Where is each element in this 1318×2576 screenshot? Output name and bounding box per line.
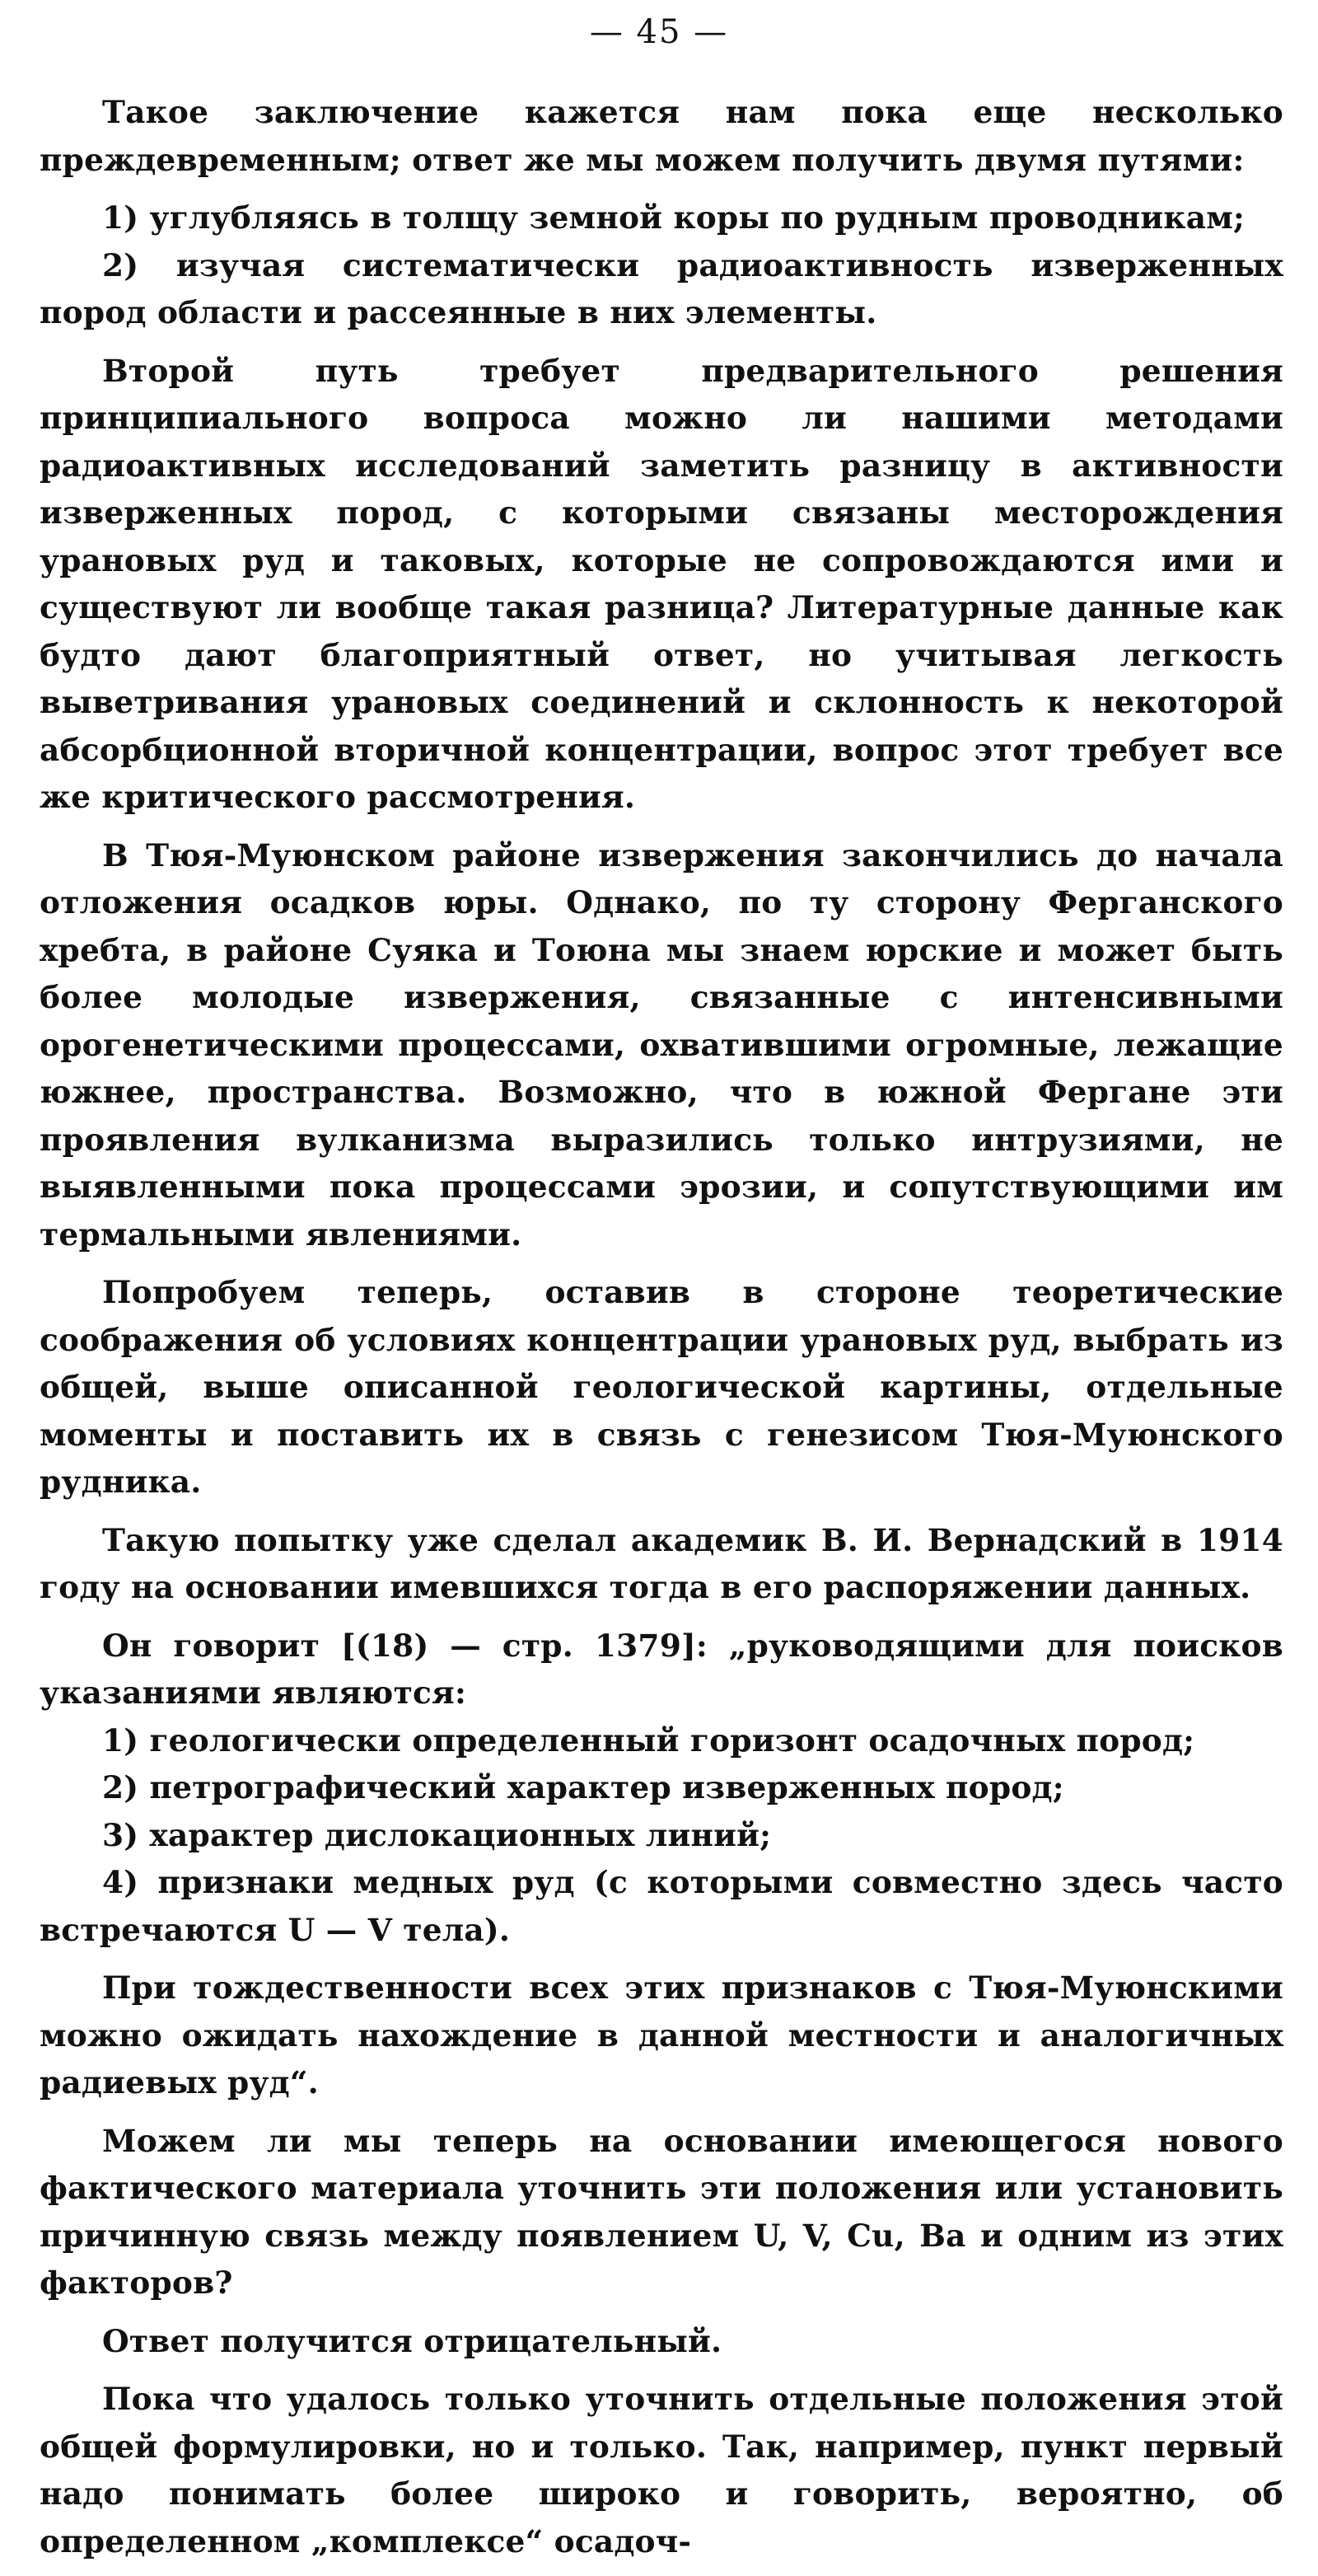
paragraph-question: Можем ли мы теперь на основании имеющегося нового фактического материала уточнить эти положения или установить причинную связь между появлением U, V, Cu, Ba и одним из этих факторов? bbox=[40, 2122, 1283, 2301]
page-number: — 45 — bbox=[589, 13, 729, 51]
paragraph-quote-conclusion: При тождественности всех этих признаков с Тюя-Муюнскими можно ожидать нахождение в данной местности и аналогичных радиевых руд“. bbox=[40, 1969, 1283, 2101]
paragraph-intro: Такое заключение кажется нам пока еще несколько преждевременным; ответ же мы можем получить двумя путями: bbox=[40, 94, 1283, 178]
list-item-path-2: 2) изучая систематически радиоактивность изверженных пород области и рассеянные в них элементы. bbox=[40, 246, 1283, 330]
paragraph-refinement: Пока что удалось только уточнить отдельные положения этой общей формулировки, но и только. Так, например, пункт первый надо понимать более широко и говорить, вероятно, об определенном „комплексе“ осадоч- bbox=[40, 2381, 1283, 2560]
list-item-indicator-4: 4) признаки медных руд (с которыми совместно здесь часто встречаются U — V тела). bbox=[40, 1864, 1283, 1948]
paragraph-tyuya-muyun-region: В Тюя-Муюнском районе извержения закончились до начала отложения осадков юры. Однако, по ту сторону Ферганского хребта, в районе Суяка и Тоюна мы знаем юрские и может быть более молодые извержения, связанные с интенсивными орогенетическими процессами, охватившими огромные, лежащие южнее, пространства. Возможно, что в южной Фергане эти проявления вулканизма выразились только интрузиями, не выявленными пока процессами эрозии, и сопутствующими им термальными явлениями. bbox=[40, 836, 1283, 1253]
list-item-indicator-2: 2) петрографический характер изверженных пород; bbox=[102, 1769, 1064, 1806]
paragraph-attempt: Попробуем теперь, оставив в стороне теоретические соображения об условиях концентрации урановых руд, выбрать из общей, выше описанной геологической картины, отдельные моменты и поставить их в связь с генезисом Тюя-Муюнского рудника. bbox=[40, 1274, 1283, 1500]
body-text bbox=[40, 89, 1283, 2576]
list-item-path-1: 1) углубляясь в толщу земной коры по рудным проводникам; bbox=[102, 199, 1246, 236]
paragraph-quote-intro: Он говорит [(18) — стр. 1379]: „руководящими для поисков указаниями являются: bbox=[40, 1627, 1283, 1711]
paragraph-answer: Ответ получится отрицательный. bbox=[102, 2322, 722, 2359]
list-item-indicator-3: 3) характер дислокационных линий; bbox=[102, 1816, 772, 1853]
list-item-indicator-1: 1) геологически определенный горизонт осадочных пород; bbox=[102, 1721, 1195, 1759]
paragraph-second-path: Второй путь требует предварительного решения принципиального вопроса можно ли нашими методами радиоактивных исследований заметить разницу в активности изверженных пород, с которыми связаны месторождения урановых руд и таковых, которые не сопровождаются ими и существуют ли вообще такая разница? Литературные данные как будто дают благоприятный ответ, но учитывая легкость выветривания урановых соединений и склонность к некоторой абсорбционной вторичной концентрации, вопрос этот требует все же критического рассмотрения. bbox=[40, 352, 1283, 815]
paragraph-vernadsky: Такую попытку уже сделал академик В. И. Вернадский в 1914 году на основании имевшихся тогда в его распоряжении данных. bbox=[40, 1521, 1283, 1605]
